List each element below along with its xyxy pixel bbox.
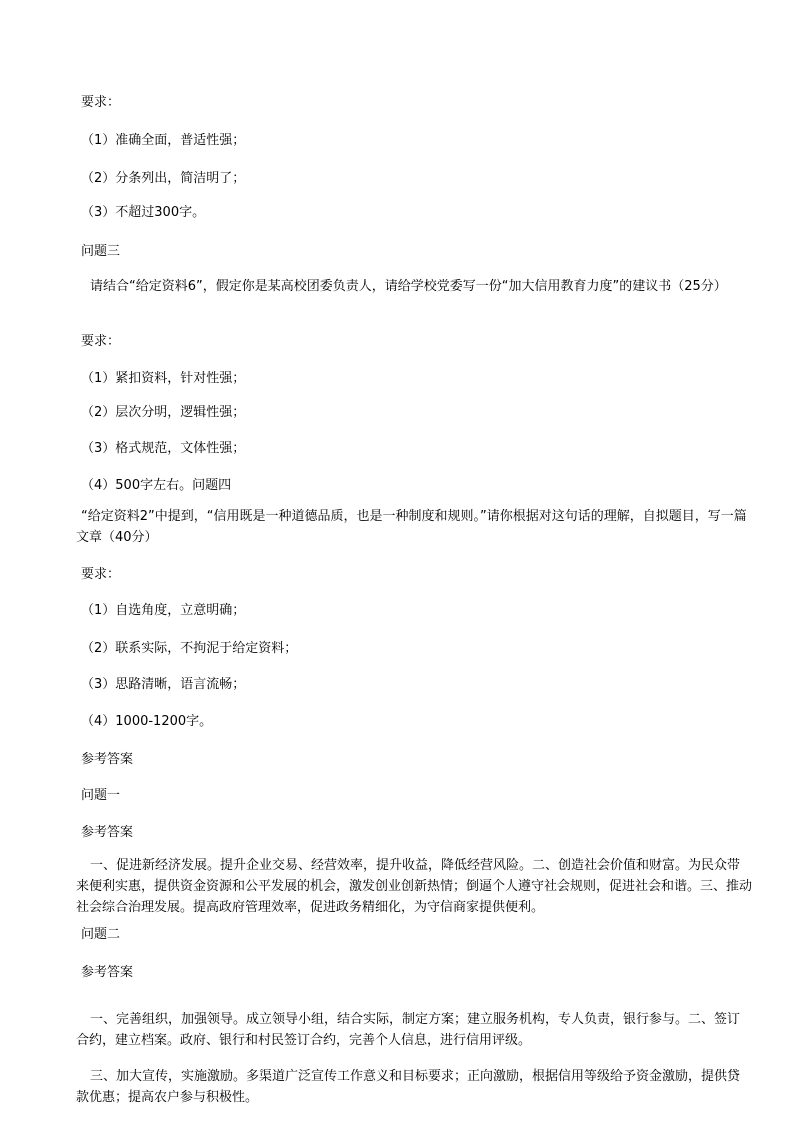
question-prompt: 请结合“给定资料6”，假定你是某高校团委负责人，请给学校党委写一份“加大信用教育力度”的建议书（25分） (90, 279, 727, 294)
requirements-heading: 要求： (81, 334, 121, 349)
question-heading: 问题三 (81, 244, 121, 259)
requirement-item: （3）思路清晰，语言流畅； (81, 677, 246, 692)
requirement-item: （2）层次分明，逻辑性强； (81, 405, 246, 420)
answer-text: 三、加大宣传，实施激励。多渠道广泛宣传工作意义和目标要求；正向激励，根据信用等级给予资金激励，提供贷款优惠；提高农户参与积极性。 (76, 1069, 741, 1105)
requirements-heading: 要求： (81, 95, 121, 110)
requirement-item: （1）准确全面，普适性强； (81, 133, 246, 148)
requirement-item: （3）不超过300字。 (81, 205, 206, 220)
requirements-heading: 要求： (81, 567, 121, 582)
requirement-item: （3）格式规范，文体性强； (81, 441, 246, 456)
requirement-item: （2）分条列出，简洁明了； (81, 171, 246, 186)
requirement-item: （4）1000-1200字。 (81, 714, 213, 729)
answer-text: 一、促进新经济发展。提升企业交易、经营效率，提升收益，降低经营风险。二、创造社会价值和财富。为民众带来便利实惠，提供资金资源和公平发展的机会，激发创业创新热情；倒逼个人遵守社会规则，促进社会和谐。三、推动社会综合治理发展。提高政府管理效率，促进政务精细化，为守信商家提供便利。 (76, 858, 753, 915)
answer-heading: 参考答案 (81, 752, 134, 767)
question-heading: 问题一 (81, 788, 121, 803)
requirement-item: （1）紧扣资料，针对性强； (81, 371, 246, 386)
answer-text: 一、完善组织，加强领导。成立领导小组，结合实际，制定方案；建立服务机构，专人负责，银行参与。二、签订合约，建立档案。政府、银行和村民签订合约，完善个人信息，进行信用评级。 (76, 1012, 741, 1048)
requirement-item: （4）500字左右。问题四 (81, 478, 232, 493)
answer-heading: 参考答案 (81, 965, 134, 980)
question-prompt: “给定资料2”中提到，“信用既是一种道德品质，也是一种制度和规则。”请你根据对这句话的理解，自拟题目，写一篇文章（40分） (76, 509, 747, 545)
requirement-item: （1）自选角度，立意明确； (81, 603, 246, 618)
answer-heading: 参考答案 (81, 825, 134, 840)
requirement-item: （2）联系实际，不拘泥于给定资料； (81, 641, 298, 656)
question-heading: 问题二 (81, 927, 121, 942)
